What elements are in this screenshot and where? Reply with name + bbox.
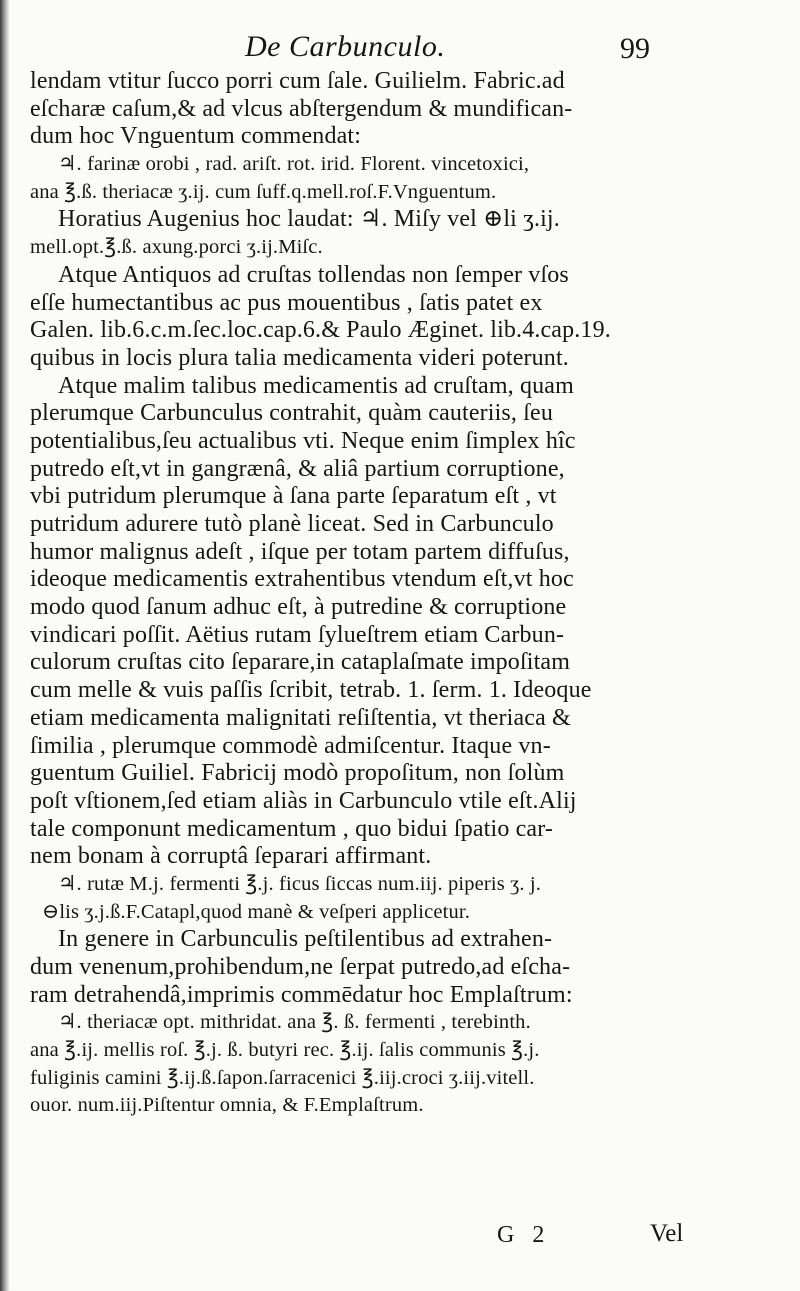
body-text <box>30 68 680 1120</box>
page-edge-shadow <box>0 0 10 1291</box>
text-line: quibus in locis plura talia medicamenta videri poterunt. <box>30 344 569 371</box>
running-title: De Carbunculo. <box>245 30 446 63</box>
text-line: dum hoc Vnguentum commendat: <box>30 123 362 150</box>
recipe-line: ana ℥.ij. mellis roſ. ℥.j. ß. butyri rec. ℥.ij. ſalis communis ℥.j. <box>30 1039 540 1062</box>
text-line: putridum adurere tutò planè liceat. Sed in Carbunculo <box>30 511 554 537</box>
recipe-line: ♃. theriacæ opt. mithridat. ana ℥. ß. fermenti , terebinth. <box>58 1011 531 1034</box>
text-line: eſcharæ caſum,& ad vlcus abſtergendum & mundifican- <box>30 95 573 122</box>
recipe-line: ana ℥.ß. theriacæ ʒ.ij. cum ſuff.q.mell.roſ.F.Vnguentum. <box>30 180 497 203</box>
signature-mark: G 2 <box>497 1222 551 1248</box>
text-line: plerumque Carbunculus contrahit, quàm cauteriis, ſeu <box>30 400 553 427</box>
recipe-line: mell.opt.℥.ß. axung.porci ʒ.ij.Miſc. <box>30 236 323 259</box>
text-line: tale componunt medicamentum , quo bidui ſpatio car- <box>30 815 554 842</box>
page-header <box>0 28 800 68</box>
text-line: Atque malim talibus medicamentis ad cruſtam, quam <box>58 372 574 399</box>
page-number: 99 <box>620 32 650 65</box>
text-line: poſt vſtionem,ſed etiam aliàs in Carbunculo vtile eſt.Alij <box>30 787 577 814</box>
text-line: ram detrahendâ,imprimis commēdatur hoc Emplaſtrum: <box>30 981 573 1008</box>
page-footer <box>0 1218 800 1258</box>
text-line: Atque Antiquos ad cruſtas tollendas non ſemper vſos <box>58 261 569 288</box>
text-line: etiam medicamenta malignitati reſiſtentia, vt theriaca & <box>30 704 571 731</box>
text-line: guentum Guiliel. Fabricij modò propoſitum, non ſolùm <box>30 760 565 787</box>
text-line: dum venenum,prohibendum,ne ſerpat putredo,ad eſcha- <box>30 954 571 980</box>
recipe-line: ♃. rutæ M.j. fermenti ℥.j. ficus ſiccas num.iij. piperis ʒ. j. <box>58 872 542 895</box>
catchword: Vel <box>650 1220 684 1247</box>
text-line: eſſe humectantibus ac pus mouentibus , ſatis patet ex <box>30 289 543 316</box>
text-line: ideoque medicamentis extrahentibus vtendum eſt,vt hoc <box>30 566 574 593</box>
text-line: culorum cruſtas cito ſeparare,in cataplaſmate impoſitam <box>30 649 571 676</box>
text-line: Galen. lib.6.c.m.ſec.loc.cap.6.& Paulo Æginet. lib.4.cap.19. <box>30 317 611 344</box>
text-line: Horatius Augenius hoc laudat: ♃. Miſy vel ⊕li ʒ.ij. <box>58 206 560 233</box>
recipe-line: fuliginis camini ℥.ij.ß.ſapon.ſarracenici ℥.iij.croci ʒ.iij.vitell. <box>30 1066 535 1089</box>
recipe-line: ♃. farinæ orobi , rad. ariſt. rot. irid. Florent. vincetoxici, <box>58 153 530 176</box>
text-line: lendam vtitur ſucco porri cum ſale. Guilielm. Fabric.ad <box>30 68 565 94</box>
text-line: potentialibus,ſeu actualibus vti. Neque enim ſimplex hîc <box>30 427 576 454</box>
text-line: humor malignus adeſt , iſque per totam partem diffuſus, <box>30 538 570 565</box>
text-line: In genere in Carbunculis peſtilentibus ad extrahen- <box>58 926 553 953</box>
recipe-line: ouor. num.iij.Piſtentur omnia, & F.Emplaſtrum. <box>30 1094 424 1117</box>
text-line: vindicari poſſit. Aëtius rutam ſylueſtrem etiam Carbun- <box>30 621 565 648</box>
text-line: putredo eſt,vt in gangrænâ, & aliâ partium corruptione, <box>30 455 565 482</box>
text-line: modo quod ſanum adhuc eſt, à putredine & corruptione <box>30 594 567 621</box>
text-line: vbi putridum plerumque à ſana parte ſeparatum eſt , vt <box>30 483 557 510</box>
text-line: cum melle & vuis paſſis ſcribit, tetrab. 1. ſerm. 1. Ideoque <box>30 677 592 704</box>
text-line: nem bonam à corruptâ ſeparari affirmant. <box>30 843 432 870</box>
text-line: ſimilia , plerumque commodè admiſcentur. Itaque vn- <box>30 732 551 759</box>
recipe-line: ⊖lis ʒ.j.ß.F.Catapl,quod manè & veſperi applicetur. <box>42 900 470 923</box>
